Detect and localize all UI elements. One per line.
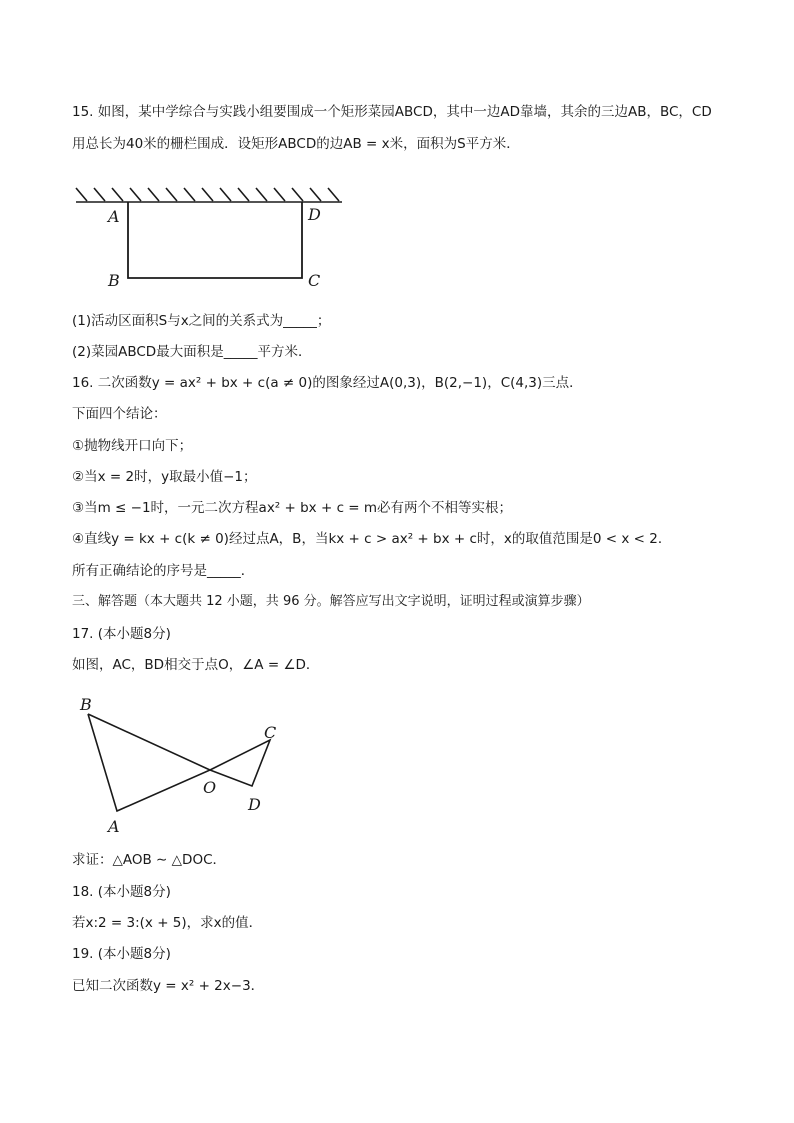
- q19-stem: 已知二次函数y = x² + 2x−3．: [72, 978, 265, 994]
- q17-prove: 求证：△AOB ∼ △DOC．: [72, 852, 226, 868]
- section-3-heading: 三、解答题（本大题共 12 小题，共 96 分。解答应写出文字说明，证明过程或演算步骤）: [72, 594, 590, 609]
- label-B: B: [108, 271, 120, 290]
- label-D: D: [308, 205, 321, 224]
- q15-sub1: (1)活动区面积S与x之间的关系式为_____；: [72, 313, 331, 329]
- label-B: B: [80, 695, 92, 714]
- q16-conclusion-1: ①抛物线开口向下；: [72, 438, 193, 454]
- triangle-AOB: [88, 714, 210, 811]
- q16-conclusion-2: ②当x = 2时，y取最小值−1；: [72, 469, 257, 485]
- label-D: D: [248, 795, 261, 814]
- triangle-DOC: [210, 740, 270, 786]
- q15-stem-line1: 15. 如图，某中学综合与实践小组要围成一个矩形菜园ABCD，其中一边AD靠墙，其余的三边AB，BC，CD: [72, 104, 712, 120]
- q16-stem: 16. 二次函数y = ax² + bx + c(a ≠ 0)的图象经过A(0,3)，B(2,−1)，C(4,3)三点．: [72, 375, 583, 391]
- q17-triangles-figure: [70, 690, 300, 840]
- q15-sub2: (2)菜园ABCD最大面积是_____平方米．: [72, 344, 312, 360]
- q18-heading: 18. (本小题8分): [72, 884, 171, 900]
- fence-rectangle: [128, 202, 302, 278]
- q17-heading: 17. (本小题8分): [72, 626, 171, 642]
- wall-hatching: [76, 188, 339, 201]
- q15-stem-line2: 用总长为40米的栅栏围成．设矩形ABCD的边AB = x米，面积为S平方米．: [72, 136, 520, 152]
- label-C: C: [308, 271, 321, 290]
- q17-stem: 如图，AC，BD相交于点O，∠A = ∠D．: [72, 657, 320, 673]
- label-O: O: [203, 778, 217, 797]
- label-C: C: [264, 723, 277, 742]
- q16-conclusion-3: ③当m ≤ −1时，一元二次方程ax² + bx + c = m必有两个不相等实根；: [72, 500, 513, 516]
- q18-stem: 若x:2 = 3:(x + 5)，求x的值．: [72, 915, 263, 931]
- q16-final: 所有正确结论的序号是_____．: [72, 563, 255, 579]
- label-A: A: [108, 817, 120, 836]
- label-A: A: [108, 207, 120, 226]
- q16-intro: 下面四个结论：: [72, 406, 167, 422]
- q16-conclusion-4: ④直线y = kx + c(k ≠ 0)经过点A，B，当kx + c > ax² + bx + c时，x的取值范围是0 < x < 2．: [72, 531, 672, 547]
- q19-heading: 19. (本小题8分): [72, 946, 171, 962]
- q15-rectangle-figure: [70, 180, 360, 295]
